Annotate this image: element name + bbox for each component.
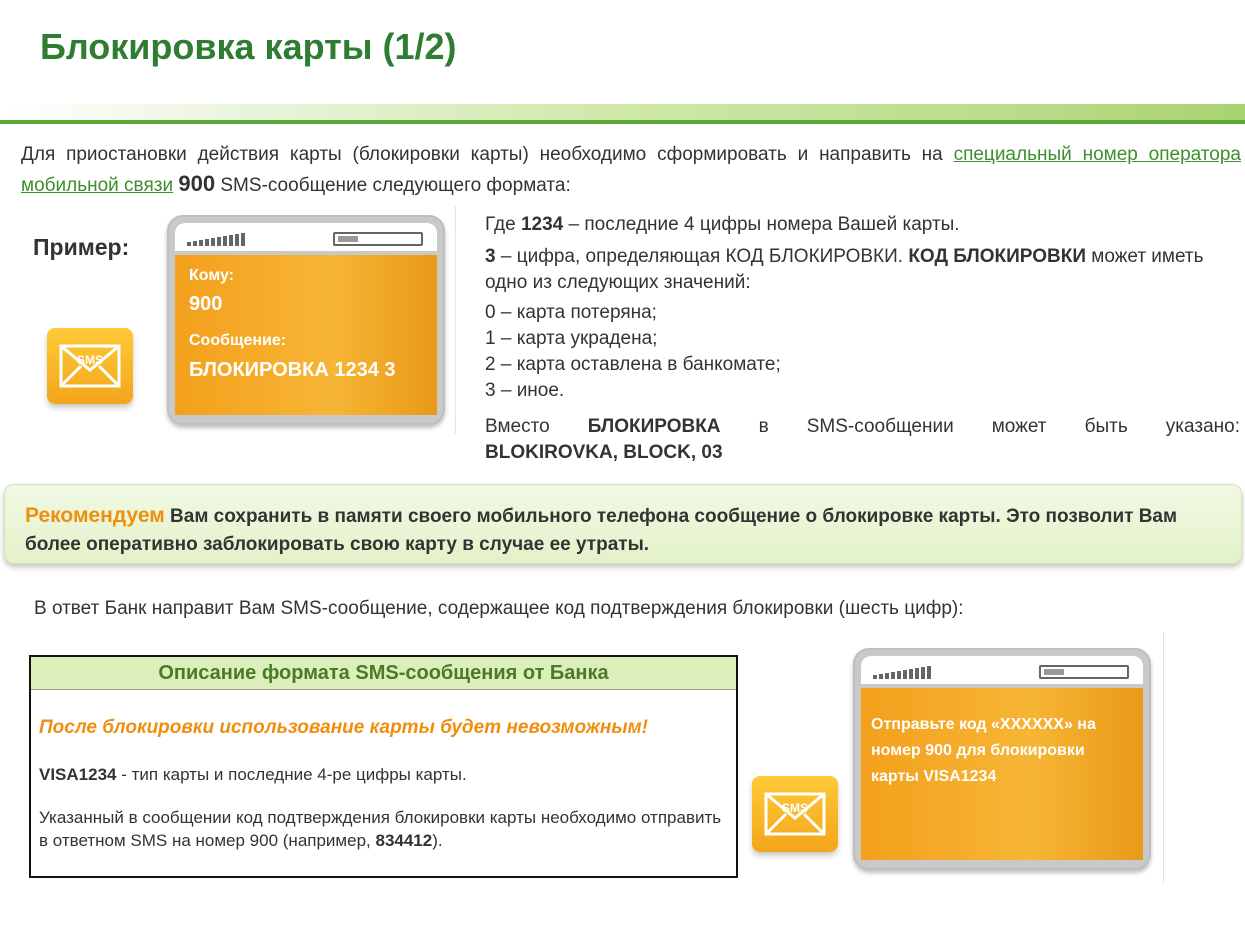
reply-text: В ответ Банк направит Вам SMS-сообщение, содержащее код подтверждения блокировки (шесть цифр): [34,598,964,619]
signal-icon [187,233,245,246]
phone-mockup-reply [853,648,1151,870]
signal-icon [873,666,931,679]
explanation [485,212,1240,466]
sms-icon-label: SMS [76,353,104,367]
recommendation-box [4,484,1242,564]
code-item: 2 – карта оставлена в банкомате; [485,354,781,375]
visa-description: VISA1234 - тип карты и последние 4-ре цифры карты. [39,765,467,784]
header-divider [0,104,1245,124]
bank-reply-message: Отправьте код «XXXXXX» на номер 900 для блокировки карты VISA1234 [871,716,1096,785]
message-value: БЛОКИРОВКА 1234 3 [189,359,396,381]
recommendation-text: Рекомендуем Вам сохранить в памяти своего мобильного телефона сообщение о блокировке карты. Это позволит Вам более оперативно заблокировать свою карту в случае ее утраты. [25,504,1178,555]
alternatives: BLOKIROVKA, BLOCK, 03 [485,442,723,463]
to-value: 900 [189,293,223,315]
phone-status-bar [175,223,437,251]
page-title: Блокировка карты (1/2) [40,26,457,67]
phone-screen [175,255,437,415]
code-description: Указанный в сообщении код подтверждения блокировки карты необходимо отправить в ответном SMS на номер 900 (например, 834412). [39,808,722,850]
battery-icon [333,232,423,246]
sms-icon-label: SMS [781,801,809,815]
sms-envelope-icon [752,776,838,852]
warning-text: После блокировки использование карты будет невозможным! [39,717,648,738]
sms-envelope-icon [47,328,133,404]
message-label: Сообщение: [189,332,287,349]
explain-line-1: Где 1234 – последние 4 цифры номера Вашей карты. [485,214,960,235]
phone-mockup-send [167,215,445,425]
battery-icon [1039,665,1129,679]
special-number-link[interactable]: специальный номер оператора мобильной связи [21,144,1241,196]
to-label: Кому: [189,267,234,284]
description-header: Описание формата SMS-сообщения от Банка [31,657,736,690]
sms-format-description [29,655,738,878]
explain-line-2: 3 – цифра, определяющая КОД БЛОКИРОВКИ. КОД БЛОКИРОВКИ может иметь одно из следующих значений: [485,246,1204,293]
example-label: Пример: [33,234,130,260]
intro-text-end: SMS-сообщение следующего формата: [215,175,571,196]
intro-text: Для приостановки действия карты (блокировки карты) необходимо сформировать и направить на [21,144,954,165]
phone-status-bar [861,656,1143,684]
divider [1163,632,1164,884]
intro-paragraph [21,140,1241,200]
phone-screen [861,688,1143,860]
divider [455,206,456,434]
explain-line-3: Вместо БЛОКИРОВКА в SMS-сообщении может быть указано: [485,416,1240,437]
code-item: 0 – карта потеряна; [485,302,657,323]
recommend-highlight: Рекомендуем [25,504,165,527]
code-item: 3 – иное. [485,380,565,401]
short-number: 900 [178,171,216,196]
code-item: 1 – карта украдена; [485,328,658,349]
